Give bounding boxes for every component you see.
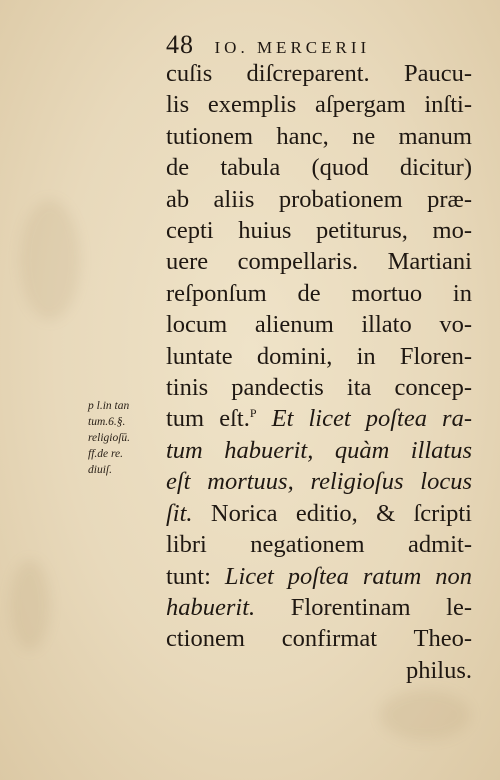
text-segment: Licet poſtea ratum non — [224, 562, 472, 590]
text-line — [166, 341, 472, 372]
page-header — [166, 30, 370, 60]
text-line — [166, 655, 472, 686]
text-segment: ctionem confirmat Theo- — [166, 625, 472, 653]
marginal-note-line: diuiſ. — [88, 464, 112, 476]
text-segment: tum eſt. — [166, 405, 250, 433]
text-line — [166, 121, 472, 152]
marginal-note — [88, 398, 164, 478]
text-segment: cuſis diſcreparent. Paucu- — [166, 60, 472, 87]
marginal-note-line: p l.in tan — [88, 400, 130, 412]
text-line — [166, 184, 472, 215]
text-segment: tum habuerit, quàm illatus — [166, 436, 472, 464]
text-line — [166, 403, 472, 434]
text-segment: luntate domini, in Floren- — [166, 342, 472, 370]
text-segment: uere compellaris. Martiani — [166, 248, 472, 276]
text-segment: tunt: — [166, 562, 225, 590]
text-line — [166, 561, 472, 592]
text-line — [166, 215, 472, 246]
text-line — [166, 435, 472, 466]
text-line — [166, 246, 472, 277]
text-segment: locum alienum illato vo- — [166, 311, 472, 339]
text-line — [166, 466, 472, 497]
text-segment: Florentinam le- — [255, 593, 472, 621]
text-segment: Et licet poſtea ra- — [256, 405, 473, 433]
text-segment: lis exemplis aſpergam inſti- — [166, 91, 472, 119]
text-line — [166, 58, 472, 89]
text-segment: tinis pandectis ita concep- — [166, 374, 472, 402]
paper-stain — [10, 560, 50, 650]
text-segment: ab aliis probationem præ- — [166, 185, 472, 213]
text-segment: tutionem hanc, ne manum — [166, 122, 472, 150]
body-text — [166, 58, 472, 686]
text-segment: P — [249, 406, 257, 421]
text-segment: de tabula (quod dicitur) — [166, 154, 472, 182]
text-line — [166, 372, 472, 403]
text-segment: philus. — [405, 656, 472, 684]
marginal-note-line: religioſū. — [88, 432, 131, 444]
text-segment: Norica editio, & ſcripti — [192, 499, 472, 527]
text-line — [166, 89, 472, 120]
page-number: 48 — [166, 30, 194, 59]
text-line — [166, 278, 472, 309]
text-segment: ſit. — [166, 499, 193, 527]
text-segment: eſt mortuus, religioſus locus — [166, 468, 472, 496]
paper-stain — [20, 200, 80, 320]
text-line — [166, 592, 472, 623]
paper-stain — [380, 690, 470, 740]
text-segment: libri negationem admit- — [166, 531, 472, 559]
marginal-note-line: ff.de re. — [88, 448, 124, 460]
marginal-note-line: tum.6.§. — [88, 416, 126, 428]
running-head: IO. MERCERII — [214, 38, 371, 57]
text-segment: cepti huius petiturus, mo- — [166, 217, 472, 245]
text-segment: reſponſum de mortuo in — [166, 279, 472, 307]
text-line — [166, 623, 472, 654]
text-line — [166, 498, 472, 529]
text-line — [166, 309, 472, 340]
text-line — [166, 152, 472, 183]
text-line — [166, 529, 472, 560]
text-segment: habuerit. — [166, 593, 256, 621]
